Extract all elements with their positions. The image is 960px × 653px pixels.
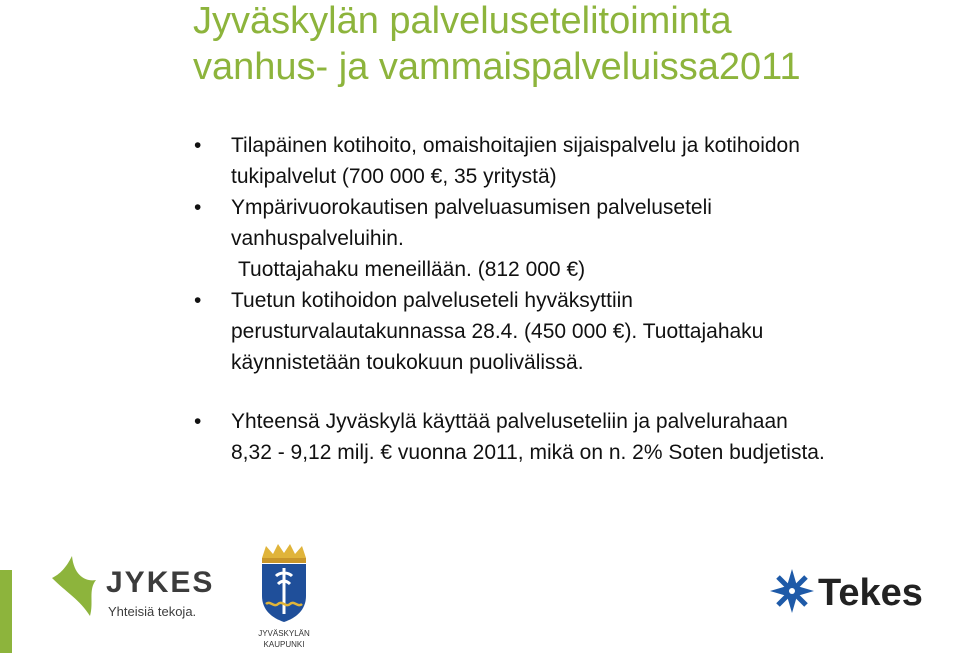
- jykes-tagline: Yhteisiä tekoja.: [108, 604, 197, 619]
- bullet-text-line: perusturvalautakunnassa 28.4. (450 000 €). Tuottajahaku: [231, 320, 764, 343]
- bullet-item: [186, 285, 956, 378]
- tekes-logo: [768, 563, 958, 619]
- bullet-text-line: 8,32 - 9,12 milj. € vuonna 2011, mikä on n. 2% Soten budjetista.: [231, 441, 825, 464]
- sub-item-text: Tuottajahaku meneillään. (812 000 €): [238, 258, 586, 281]
- jykes-logo: [48, 546, 218, 626]
- crown-icon: [262, 544, 306, 558]
- jyvaskyla-city-crest: [256, 544, 312, 653]
- bullet-text-line: vanhuspalveluihin.: [231, 227, 404, 250]
- city-name-line-1: JYVÄSKYLÄN: [258, 629, 310, 638]
- tekes-star-icon: [770, 569, 814, 613]
- city-name-line-2: KAUPUNKI: [263, 640, 305, 649]
- bullet-item: [186, 406, 956, 468]
- bullet-text-line: käynnistetään toukokuun puolivälissä.: [231, 351, 584, 374]
- bullet-text-line: Tilapäinen kotihoito, omaishoitajien sijaispalvelu ja kotihoidon: [231, 134, 800, 157]
- accent-bar: [0, 570, 12, 653]
- title-line-1: Jyväskylän palvelusetelitoiminta: [193, 0, 732, 42]
- bullet-text-line: tukipalvelut (700 000 €, 35 yritystä): [231, 165, 557, 188]
- bullet-marker: •: [194, 196, 202, 219]
- title-line-2: vanhus- ja vammaispalveluissa2011: [193, 46, 801, 88]
- slide-title: [193, 0, 953, 90]
- bullet-item: [186, 130, 956, 192]
- bullet-item: [186, 192, 956, 254]
- bullet-text-line: Yhteensä Jyväskylä käyttää palveluseteliin ja palvelurahaan: [231, 410, 788, 433]
- jykes-swoosh-icon: [52, 556, 96, 616]
- bullet-list: [186, 130, 956, 468]
- spacer: [186, 378, 956, 406]
- bullet-marker: •: [194, 289, 202, 312]
- bullet-text-line: Tuetun kotihoidon palveluseteli hyväksyttiin: [231, 289, 633, 312]
- tekes-wordmark: Tekes: [818, 572, 923, 614]
- waves-icon: [266, 603, 302, 605]
- bullet-marker: •: [194, 410, 202, 433]
- jykes-wordmark: JYKES: [106, 566, 215, 599]
- bullet-marker: •: [194, 134, 202, 157]
- bullet-text-line: Ympärivuorokautisen palveluasumisen palveluseteli: [231, 196, 712, 219]
